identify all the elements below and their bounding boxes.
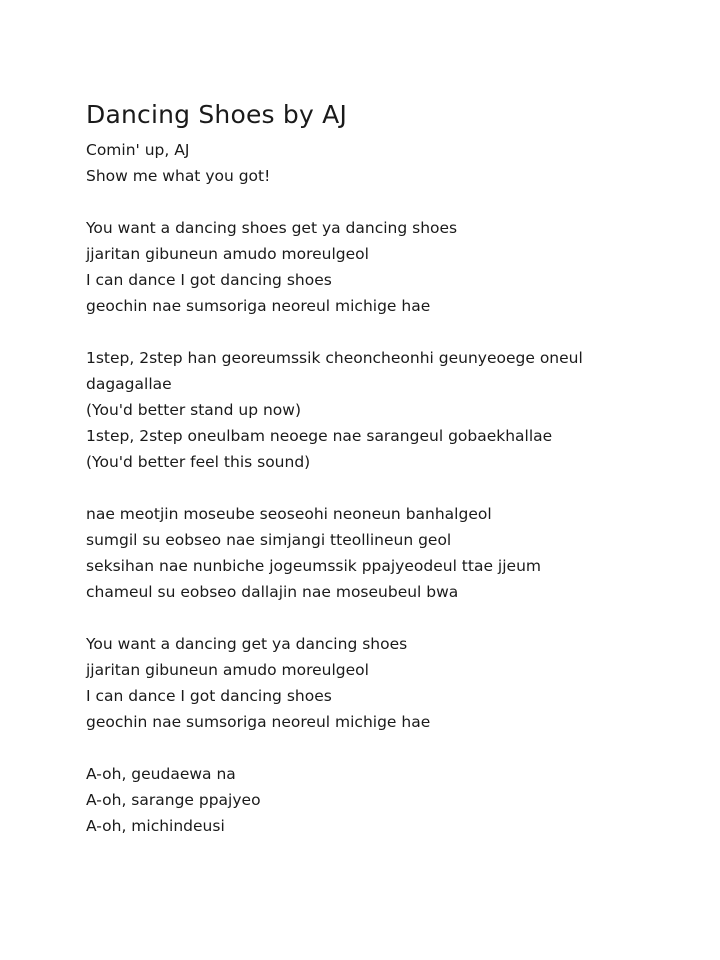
lyric-line: jjaritan gibuneun amudo moreulgeol: [86, 245, 369, 263]
stanza-intro: [86, 137, 686, 189]
stanza-chorus-1: [86, 215, 686, 319]
stanza-verse-1: [86, 345, 686, 475]
lyric-line: You want a dancing shoes get ya dancing shoes: [86, 219, 458, 237]
lyric-line: chameul su eobseo dallajin nae moseubeul bwa: [86, 583, 459, 601]
lyric-line: I can dance I got dancing shoes: [86, 271, 332, 289]
lyric-line: geochin nae sumsoriga neoreul michige hae: [86, 713, 431, 731]
lyric-line: Show me what you got!: [86, 167, 271, 185]
lyric-line: nae meotjin moseube seoseohi neoneun banhalgeol: [86, 505, 492, 523]
lyric-line: 1step, 2step oneulbam neoege nae sarangeul gobaekhallae: [86, 427, 553, 445]
lyric-line: sumgil su eobseo nae simjangi tteollineun geol: [86, 531, 452, 549]
document-title: Dancing Shoes by AJ: [86, 100, 348, 129]
lyric-line: Comin' up, AJ: [86, 141, 190, 159]
lyric-line: geochin nae sumsoriga neoreul michige hae: [86, 297, 431, 315]
lyric-line: You want a dancing get ya dancing shoes: [86, 635, 408, 653]
lyric-line: seksihan nae nunbiche jogeumssik ppajyeodeul ttae jjeum: [86, 557, 541, 575]
lyrics-body: [86, 137, 686, 865]
stanza-bridge: [86, 761, 686, 839]
lyric-line: jjaritan gibuneun amudo moreulgeol: [86, 661, 369, 679]
lyric-line: (You'd better stand up now): [86, 401, 302, 419]
lyric-line: I can dance I got dancing shoes: [86, 687, 332, 705]
lyric-line: A-oh, sarange ppajyeo: [86, 791, 261, 809]
lyric-line: A-oh, geudaewa na: [86, 765, 236, 783]
stanza-verse-2: [86, 501, 686, 605]
lyric-line: 1step, 2step han georeumssik cheoncheonhi geunyeoege oneul: [86, 349, 583, 367]
lyric-line: A-oh, michindeusi: [86, 817, 225, 835]
stanza-chorus-2: [86, 631, 686, 735]
lyric-line: (You'd better feel this sound): [86, 453, 311, 471]
lyric-line: dagagallae: [86, 375, 172, 393]
